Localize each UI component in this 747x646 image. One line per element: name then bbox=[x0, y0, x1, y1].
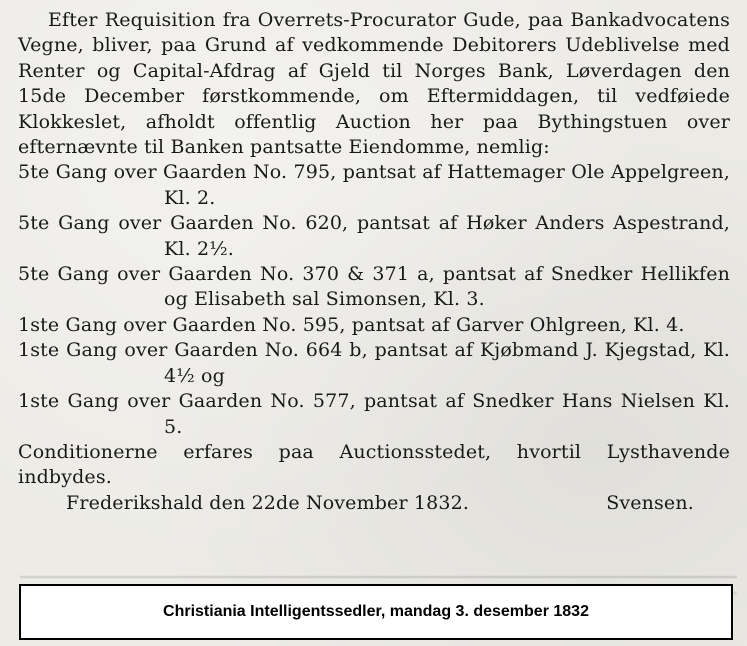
property-entry: 1ste Gang over Gaarden No. 577, pantsat af Snedker Hans Nielsen Kl. 5. bbox=[18, 390, 730, 438]
auction-notice bbox=[18, 8, 730, 516]
property-entry: 1ste Gang over Gaarden No. 664 b, pantsat af Kjøbmand J. Kjegstad, Kl. 4½ og bbox=[18, 339, 730, 387]
signature-line bbox=[18, 491, 730, 516]
conditions-text: Conditionerne erfares paa Auctionsstedet, hvortil Lysthavende indbydes. bbox=[18, 440, 730, 489]
caption-box bbox=[19, 584, 733, 640]
property-entry: 1ste Gang over Gaarden No. 595, pantsat af Garver Ohlgreen, Kl. 4. bbox=[18, 313, 685, 336]
property-entry: 5te Gang over Gaarden No. 795, pantsat af Hattemager Ole Appelgreen, Kl. 2. bbox=[18, 161, 730, 209]
bleed-through-line bbox=[20, 576, 737, 578]
notice-intro: Efter Requisition fra Overrets-Procurator Gude, paa Bankadvocatens Vegne, bliver, paa Grund af vedkommende Debitorers Udeblivelse med Renter og Capital-Afdrag af Gjeld til Norges Bank, Løverdagen den 15de December førstkommende, om Eftermiddagen, til vedføiede Klokkeslet, afholdt offentlig Auction her paa Bythingstuen over efternævnte til Banken pantsatte Eiendomme, nemlig: bbox=[18, 9, 730, 159]
signature: Svensen. bbox=[606, 491, 694, 514]
source-caption: Christiania Intelligentssedler, mandag 3. desember 1832 bbox=[163, 603, 589, 620]
property-entry: 5te Gang over Gaarden No. 620, pantsat af Høker Anders Aspestrand, Kl. 2½. bbox=[18, 212, 730, 260]
place-date: Frederikshald den 22de November 1832. bbox=[66, 491, 470, 514]
property-entry: 5te Gang over Gaarden No. 370 & 371 a, pantsat af Snedker Hellikfen og Elisabeth sal Simonsen, Kl. 3. bbox=[18, 263, 730, 311]
